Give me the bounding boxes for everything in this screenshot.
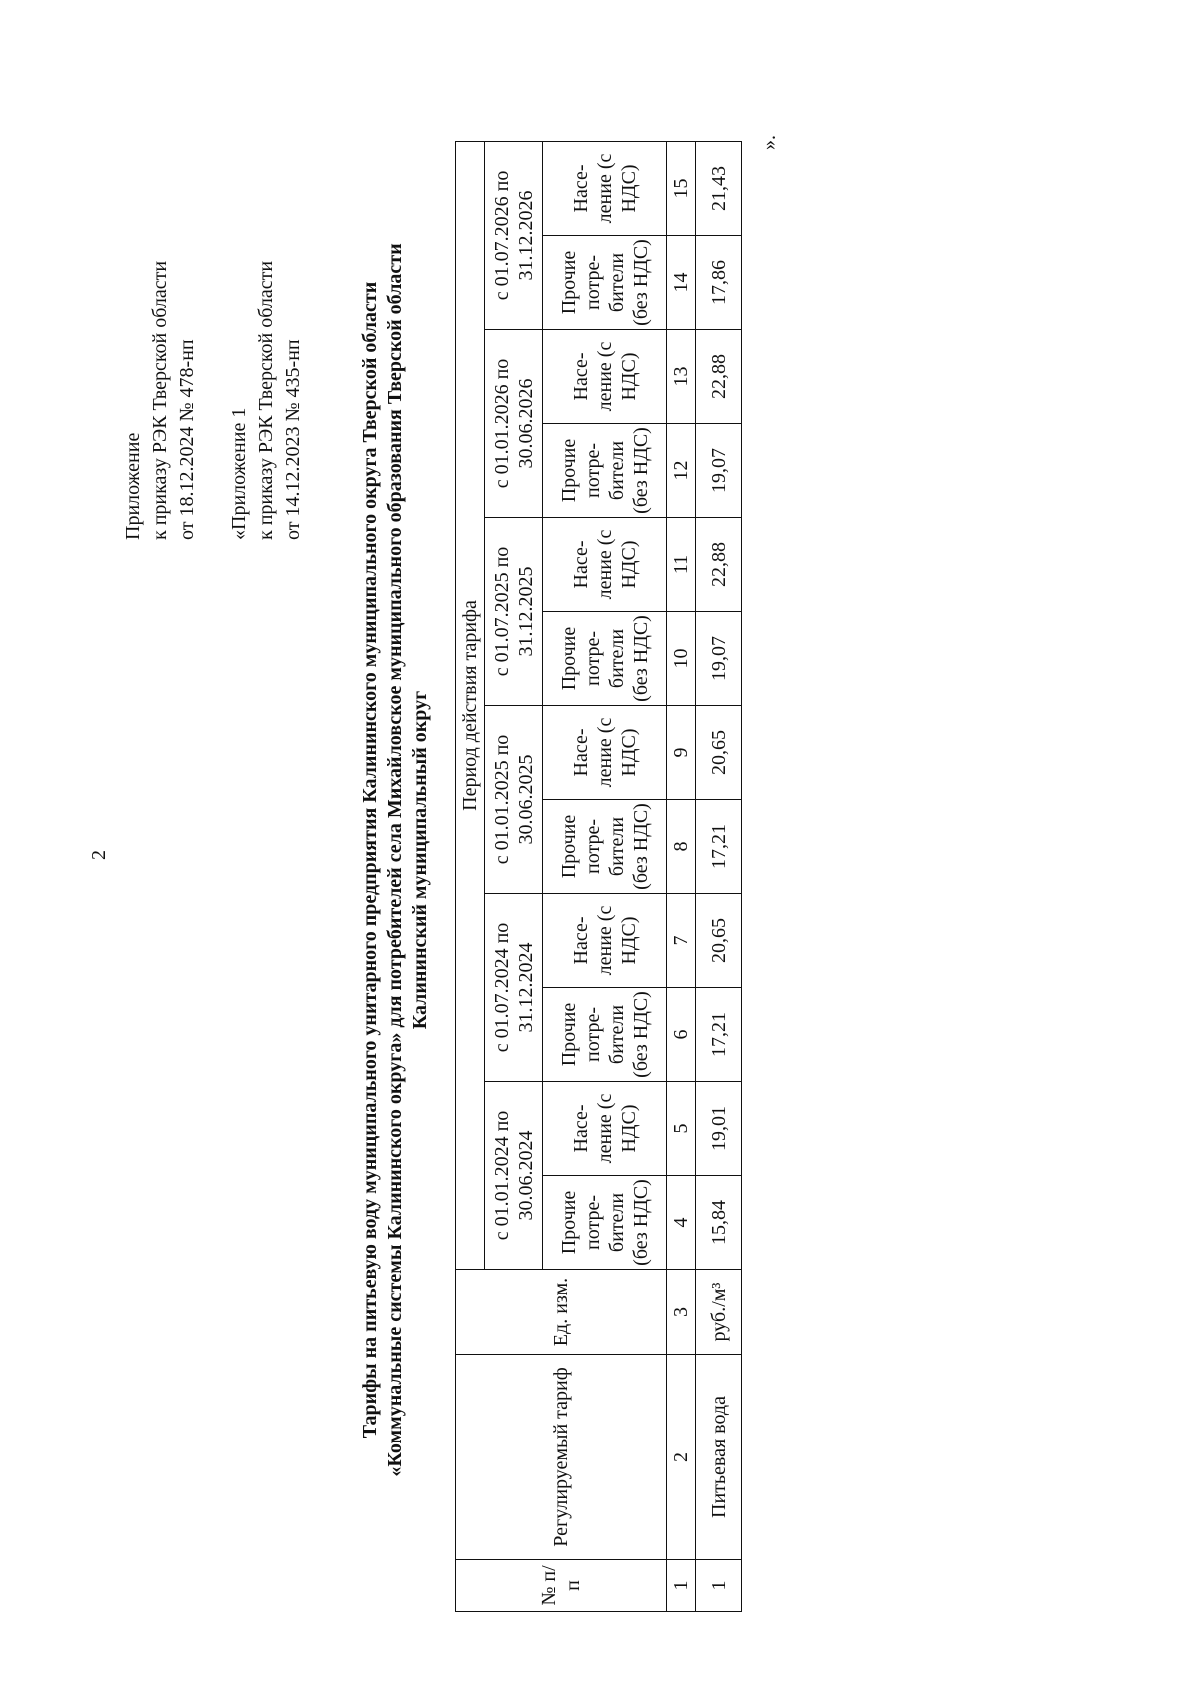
- column-number: 4: [667, 1176, 696, 1270]
- period-2024-h2: с 01.07.2024 по 31.12.2024: [485, 894, 543, 1082]
- column-number-row: [667, 141, 696, 1611]
- appendix-previous-line: от 14.12.2023 № 435-нп: [282, 339, 304, 540]
- sub-other: Прочие потре-бители (без НДС): [543, 612, 667, 706]
- tariff-value: 20,65: [696, 706, 742, 800]
- tariff-value: 15,84: [696, 1176, 742, 1270]
- appendix-current-line: Приложение: [122, 432, 144, 540]
- column-number: 6: [667, 988, 696, 1082]
- row-tariff: Питьевая вода: [696, 1355, 742, 1560]
- tariff-value: 19,07: [696, 612, 742, 706]
- column-number: 14: [667, 236, 696, 330]
- column-number: 12: [667, 424, 696, 518]
- period-2025-h1: с 01.01.2025 по 30.06.2025: [485, 706, 543, 894]
- tariff-value: 22,88: [696, 518, 742, 612]
- tariff-value: 19,07: [696, 424, 742, 518]
- header-unit: Ед. изм.: [456, 1270, 667, 1355]
- column-number: 3: [667, 1270, 696, 1355]
- period-2024-h1: с 01.01.2024 по 30.06.2024: [485, 1082, 543, 1270]
- appendix-references: [120, 120, 332, 540]
- sub-population: Насе-ление (с НДС): [543, 518, 667, 612]
- tariff-value: 17,86: [696, 236, 742, 330]
- row-unit: руб./м³: [696, 1270, 742, 1355]
- sub-population: Насе-ление (с НДС): [543, 330, 667, 424]
- period-2025-h2: с 01.07.2025 по 31.12.2025: [485, 518, 543, 706]
- appendix-previous: [226, 120, 307, 540]
- column-number: 5: [667, 1082, 696, 1176]
- header-row-period: [456, 141, 485, 1611]
- sub-population: Насе-ление (с НДС): [543, 1082, 667, 1176]
- appendix-current: [120, 120, 201, 540]
- tariff-value: 20,65: [696, 894, 742, 988]
- appendix-previous-line: «Приложение 1: [228, 407, 250, 540]
- column-number: 9: [667, 706, 696, 800]
- tariff-value: 17,21: [696, 988, 742, 1082]
- column-number: 2: [667, 1355, 696, 1560]
- row-no: 1: [696, 1560, 742, 1612]
- appendix-previous-line: к приказу РЭК Тверской области: [255, 260, 277, 540]
- column-number: 11: [667, 518, 696, 612]
- appendix-current-line: от 18.12.2024 № 478-нп: [176, 339, 198, 540]
- tariff-value: 19,01: [696, 1082, 742, 1176]
- column-number: 13: [667, 330, 696, 424]
- column-number: 7: [667, 894, 696, 988]
- title-line: Тарифы на питьевую воду муниципального унитарного предприятия Калининского муниципального округа Тверской области: [359, 281, 381, 1439]
- tariff-table: [455, 141, 742, 1612]
- header-no: № п/п: [456, 1560, 667, 1612]
- rotated-content: [120, 100, 810, 1620]
- closing-quote: ».: [758, 135, 780, 150]
- column-number: 8: [667, 800, 696, 894]
- table-row: [696, 141, 742, 1611]
- title-line: Калининский муниципальный округ: [409, 690, 431, 1030]
- appendix-current-line: к приказу РЭК Тверской области: [149, 260, 171, 540]
- sub-other: Прочие потре-бители (без НДС): [543, 1176, 667, 1270]
- sub-other: Прочие потре-бители (без НДС): [543, 424, 667, 518]
- column-number: 15: [667, 141, 696, 235]
- tariff-value: 22,88: [696, 330, 742, 424]
- sub-other: Прочие потре-бители (без НДС): [543, 236, 667, 330]
- document-title: [358, 110, 433, 1610]
- header-tariff: Регулируемый тариф: [456, 1355, 667, 1560]
- period-2026-h2: с 01.07.2026 по 31.12.2026: [485, 141, 543, 329]
- sub-other: Прочие потре-бители (без НДС): [543, 800, 667, 894]
- sub-population: Насе-ление (с НДС): [543, 706, 667, 800]
- sub-other: Прочие потре-бители (без НДС): [543, 988, 667, 1082]
- page-number: 2: [88, 850, 110, 860]
- title-line: «Коммунальные системы Калининского округа» для потребителей села Михайловское муниципального образования Тверской области: [384, 243, 406, 1477]
- header-period: Период действия тарифа: [456, 141, 485, 1269]
- period-2026-h1: с 01.01.2026 по 30.06.2026: [485, 330, 543, 518]
- sub-population: Насе-ление (с НДС): [543, 894, 667, 988]
- tariff-value: 17,21: [696, 800, 742, 894]
- sub-population: Насе-ление (с НДС): [543, 141, 667, 235]
- column-number: 10: [667, 612, 696, 706]
- tariff-value: 21,43: [696, 141, 742, 235]
- column-number: 1: [667, 1560, 696, 1612]
